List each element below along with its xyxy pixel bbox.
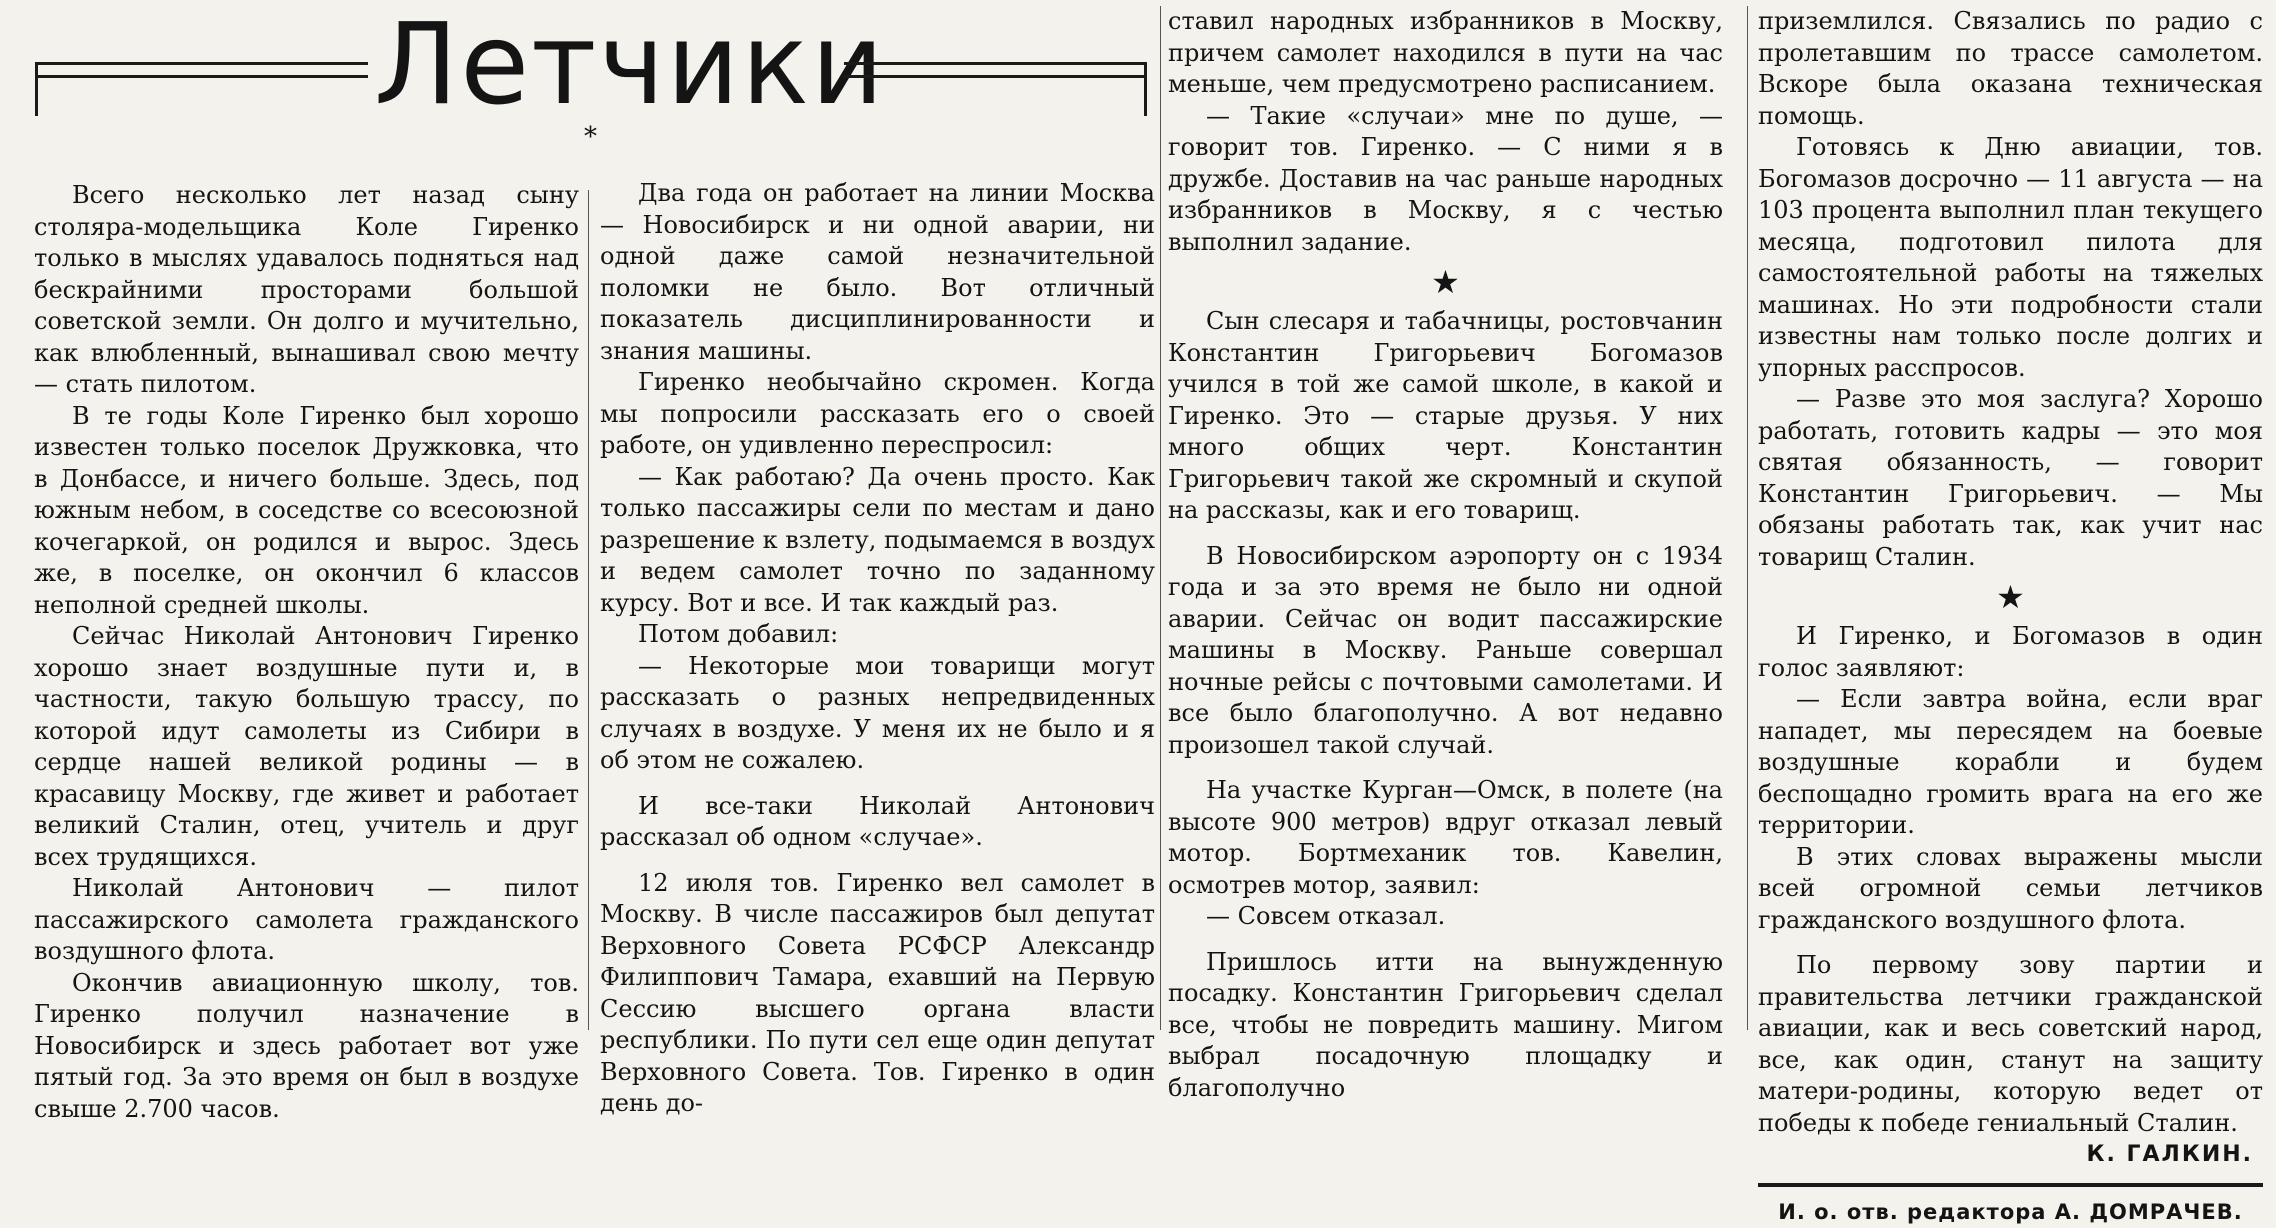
column-divider <box>1747 6 1748 1030</box>
paragraph: ставил народных избранников в Москву, причем самолет находился в пути на час меньше, чем предусмотрено расписанием. <box>1168 6 1723 101</box>
paragraph: Потом добавил: <box>600 619 1155 651</box>
paragraph: Сын слесаря и табачницы, ростовчанин Константин Григорьевич Богомазов учился в той же самой школе, в какой и Гиренко. Это — старые друзья. У них много общих черт. Константин Григорьевич такой же скромный и скупой на рассказы, как и его товарищ. <box>1168 306 1723 527</box>
headline-rule-left <box>38 62 368 78</box>
column-divider <box>1160 6 1161 1030</box>
paragraph: И все-таки Николай Антонович рассказал об одном «случае». <box>600 791 1155 854</box>
paragraph: Окончив авиационную школу, тов. Гиренко получил назначение в Новосибирск и здесь работает вот уже пятый год. За это время он был в воздухе свыше 2.700 часов. <box>34 968 579 1126</box>
headline-block <box>24 0 1149 150</box>
author-signature: К. ГАЛКИН. <box>1758 1139 2263 1171</box>
headline-rule-right <box>844 62 1144 78</box>
paragraph: — Как работаю? Да очень просто. Как только пассажиры сели по местам и дано разрешение к взлету, подымаемся в воздух и ведем самолет точно по заданному курсу. Вот и все. И так каждый раз. <box>600 462 1155 620</box>
paragraph: В те годы Коле Гиренко был хорошо известен только поселок Дружковка, что в Донбассе, и ничего больше. Здесь, под южным небом, в соседстве со всесоюзной кочегаркой, он родился и вырос. Здесь же, в поселке, он окончил 6 классов неполной средней школы. <box>34 401 579 622</box>
paragraph: И Гиренко, и Богомазов в один голос заявляют: <box>1758 621 2263 684</box>
paragraph: — Если завтра война, если враг нападет, мы пересядем на боевые воздушные корабли и будем беспощадно громить врага на его же территории. <box>1758 684 2263 842</box>
column-divider <box>588 190 589 1030</box>
article-column-3 <box>1168 6 1723 1034</box>
paragraph: По первому зову партии и правительства летчики гражданской авиации, как и весь советский народ, все, как один, станут на защиту матери-родины, которую ведет от победы к победе гениальный Сталин. <box>1758 950 2263 1139</box>
footer-rule <box>1758 1183 2263 1187</box>
paragraph: В Новосибирском аэропорту он с 1934 года и за это время не было ни одной аварии. Сейчас он водит пассажирские машины в Москву. Раньше совершал ночные рейсы с почтовыми самолетами. И все было благополучно. А вот недавно произошел такой случай. <box>1168 541 1723 762</box>
paragraph: — Некоторые мои товарищи могут рассказать о разных непредвиденных случаях в воздухе. У меня их не было и я об этом не сожалею. <box>600 651 1155 777</box>
article-column-4 <box>1758 6 2263 1034</box>
paragraph: Пришлось итти на вынужденную посадку. Константин Григорьевич сделал все, чтобы не повредить машину. Мигом выбрал посадочную площадку и благополучно <box>1168 947 1723 1105</box>
paragraph: 12 июля тов. Гиренко вел самолет в Москву. В числе пассажиров был депутат Верховного Совета РСФСР Александр Филиппович Тамара, ехавший на Первую Сессию высшего органа власти республики. По пути сел еще один депутат Верховного Совета. Тов. Гиренко в один день до- <box>600 868 1155 1120</box>
paragraph: — Разве это моя заслуга? Хорошо работать, готовить кадры — это моя святая обязанность, — говорит Константин Григорьевич. — Мы обязаны работать так, как учит нас товарищ Сталин. <box>1758 384 2263 573</box>
paragraph: Два года он работает на линии Москва — Новосибирск и ни одной аварии, ни одной даже самой незначительной поломки не было. Вот отличный показатель дисциплинированности и знания машины. <box>600 178 1155 367</box>
section-star-icon: ★ <box>1168 258 1723 306</box>
paragraph: — Совсем отказал. <box>1168 901 1723 933</box>
paragraph: Николай Антонович — пилот пассажирского самолета гражданского воздушного флота. <box>34 873 579 968</box>
article-column-1 <box>34 180 579 1032</box>
headline: Летчики <box>374 0 834 130</box>
paragraph: Всего несколько лет назад сыну столяра-модельщика Коле Гиренко только в мыслях удавалось подняться над бескрайними просторами большой советской земли. Он долго и мучительно, как влюбленный, вынашивал свою мечту — стать пилотом. <box>34 180 579 401</box>
headline-star-icon: * <box>584 124 597 150</box>
editor-credit: И. о. отв. редактора А. ДОМРАЧЕВ. <box>1758 1197 2263 1228</box>
paragraph: В этих словах выражены мысли всей огромной семьи летчиков гражданского воздушного флота. <box>1758 842 2263 937</box>
section-star-icon: ★ <box>1758 573 2263 621</box>
paragraph: Сейчас Николай Антонович Гиренко хорошо знает воздушные пути и, в частности, такую большую трассу, по которой идут самолеты из Сибири в сердце нашей великой родины — в красавицу Москву, где живет и работает великий Сталин, отец, учитель и друг всех трудящихся. <box>34 621 579 873</box>
paragraph: — Такие «случаи» мне по душе, — говорит тов. Гиренко. — С ними я в дружбе. Доставив на час раньше народных избранников в Москву, я с честью выполнил задание. <box>1168 101 1723 259</box>
paragraph: Готовясь к Дню авиации, тов. Богомазов досрочно — 11 августа — на 103 процента выполнил план текущего месяца, подготовил пилота для самостоятельной работы на тяжелых машинах. Но эти подробности стали известны нам только после долгих и упорных расспросов. <box>1758 132 2263 384</box>
paragraph: На участке Курган—Омск, в полете (на высоте 900 метров) вдруг отказал левый мотор. Бортмеханик тов. Кавелин, осмотрев мотор, заявил: <box>1168 775 1723 901</box>
article-column-2 <box>600 178 1155 1034</box>
paragraph: Гиренко необычайно скромен. Когда мы попросили рассказать его о своей работе, он удивленно переспросил: <box>600 367 1155 462</box>
paragraph: приземлился. Связались по радио с пролетавшим по трассе самолетом. Вскоре была оказана техническая помощь. <box>1758 6 2263 132</box>
